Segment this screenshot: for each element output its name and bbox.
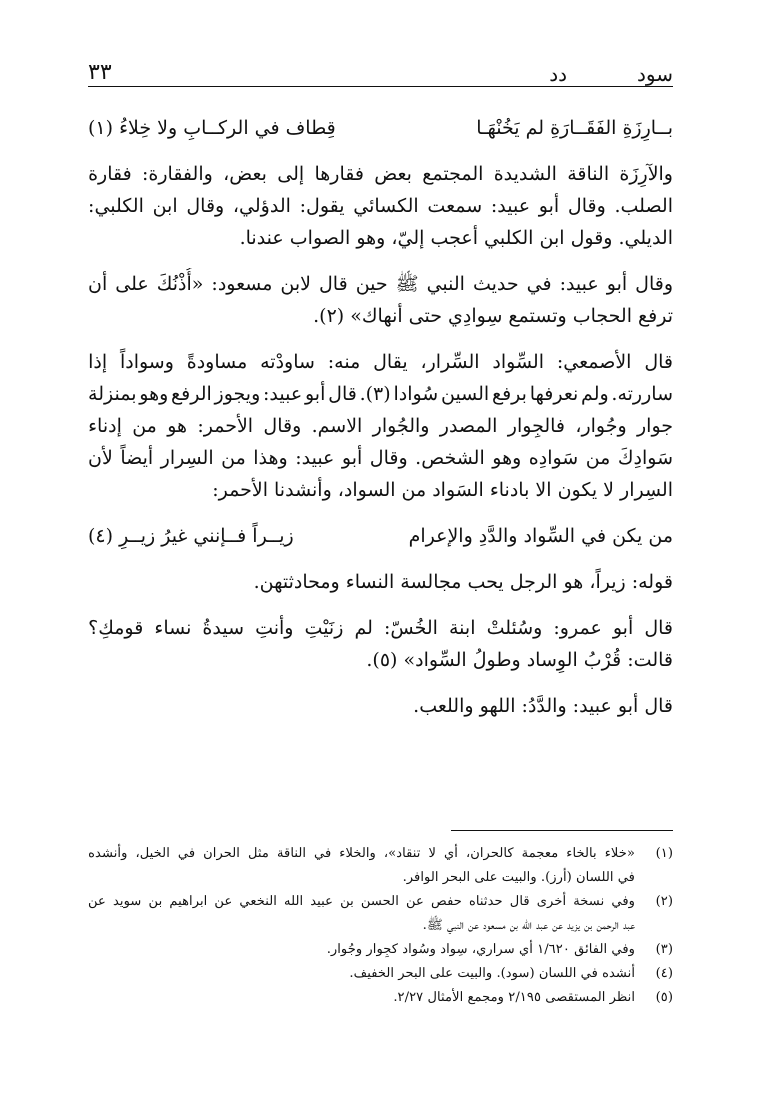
main-text [88, 112, 673, 722]
footnote-text: وفي الفائق ١/٦٢٠ أي سراري، سِواد وسُواد كجِوار وجُوار. [326, 942, 635, 957]
footnote-text: أنشده في اللسان (سود). والبيت على البحر الخفيف. [349, 966, 635, 981]
paragraph [88, 346, 673, 506]
header-divider [88, 86, 673, 87]
footnote-text: «خلاء بالخاء معجمة كالحران، أي لا تنقاد»، والخلاء في الناقة مثل الحران في الخيل، وأنشده [88, 846, 635, 861]
verse [88, 520, 673, 552]
running-header [88, 56, 673, 86]
paragraph [88, 690, 673, 722]
verse [88, 112, 673, 144]
text-line: الديلي. وقول ابن الكلبي أعجب إليّ، وهو الصواب عندنا. [239, 227, 673, 249]
paragraph [88, 566, 673, 598]
text-line: قالت: قُرْبُ الوِساد وطولُ السِّواد» (٥). [366, 649, 673, 671]
footnotes [88, 842, 673, 1010]
paragraph-gap [88, 254, 673, 268]
footnote-number: (٢) [655, 894, 673, 909]
paragraph-gap [88, 598, 673, 612]
footnote-text: انظر المستقصى ٢/١٩٥ ومجمع الأمثال ٢/٢٧. [393, 990, 635, 1005]
header-root-word: سود [637, 62, 673, 86]
footnote-number: (٥) [655, 990, 673, 1005]
footnote-number: (٣) [655, 942, 673, 957]
footnote-line [88, 866, 673, 890]
verse-hemistich-left: قِطاف في الركــابِ ولا خِلاءُ (١) [88, 117, 336, 139]
page-number: ٣٣ [88, 60, 112, 85]
footnote-text: عبد الرحمن بن يزيد عن عبد الله بن مسعود عن النبي ﷺ. [422, 918, 635, 933]
paragraph-gap [88, 552, 673, 566]
paragraph-gap [88, 676, 673, 690]
footnote-line [88, 842, 673, 866]
text-line: وقال أبو عبيد: في حديث النبي ﷺ حين قال لابن مسعود: «أُذْنُكَ على أن [88, 273, 673, 295]
paragraph [88, 612, 673, 676]
text-line: قال أبو عمرو: وسُئلتْ ابنة الخُسّ: لم زنَيْتِ وأنتِ سيدةُ نساء قومكِ؟ [88, 617, 673, 639]
text-line: الصلب. وقال أبو عبيد: سمعت الكسائي يقول: الدؤلي، وقال ابن الكلبي: [88, 195, 673, 217]
footnote-text: في اللسان (أرز). والبيت على البحر الوافر. [402, 870, 635, 885]
text-line: قوله: زيراً، هو الرجل يحب مجالسة النساء ومحادثتهن. [253, 571, 673, 593]
footnote-divider [451, 830, 673, 831]
paragraph-gap [88, 506, 673, 520]
verse-hemistich-right: من يكن في السِّواد والدَّدِ والإعرام [408, 525, 673, 547]
verse-hemistich-right: بــارِزَةِ الفَقَــارَةِ لم يَخُنْهَـا [476, 117, 673, 139]
text-line: والآرِزَة الناقة الشديدة المجتمع بعض فقارها إلى بعض، والفقارة: فقارة [88, 163, 673, 185]
footnote-line [88, 962, 673, 986]
footnote-line [88, 938, 673, 962]
footnote-line [88, 890, 673, 914]
text-line: قال أبو عبيد: والدَّدُ: اللهو واللعب. [413, 695, 673, 717]
footnote-text: وفي نسخة أخرى قال حدثناه حفص عن الحسن بن عبيد الله النخعي عن ابراهيم بن سويد عن [88, 894, 635, 909]
text-line: قال الأصمعي: السِّواد السِّرار، يقال منه: ساودْته مساودةً وسواداً إذا [88, 351, 673, 373]
header-letters: دد [549, 62, 567, 86]
paragraph [88, 158, 673, 254]
text-line: سَوادِكَ من سَوادِه وهو الشخص. وقال أبو عبيد: وهذا من السِرار أيضاً لأن [88, 447, 673, 469]
footnote-line [88, 914, 673, 938]
verse-hemistich-left: زيــراً فــإنني غيرُ زيــرِ (٤) [88, 525, 294, 547]
text-line: جوار وجُوار، فالجِوار المصدر والجُوار الاسم. وقال الأحمر: هو من إدناء [88, 415, 673, 437]
paragraph-gap [88, 332, 673, 346]
paragraph [88, 268, 673, 332]
footnote-number: (٤) [655, 966, 673, 981]
paragraph-gap [88, 144, 673, 158]
footnote-line [88, 986, 673, 1010]
text-line: ترفع الحجاب وتستمع سِوادِي حتى أنهاك» (٢). [313, 305, 673, 327]
footnote-number: (١) [655, 846, 673, 861]
text-line: ساررته. ولم نعرفها برفع السين سُوادا (٣). قال أبو عبيد: ويجوز الرفع وهو بمنزلة [88, 383, 673, 405]
text-line: السِرار لا يكون الا بادناء السَواد من السواد، وأنشدنا الأحمر: [212, 479, 673, 501]
